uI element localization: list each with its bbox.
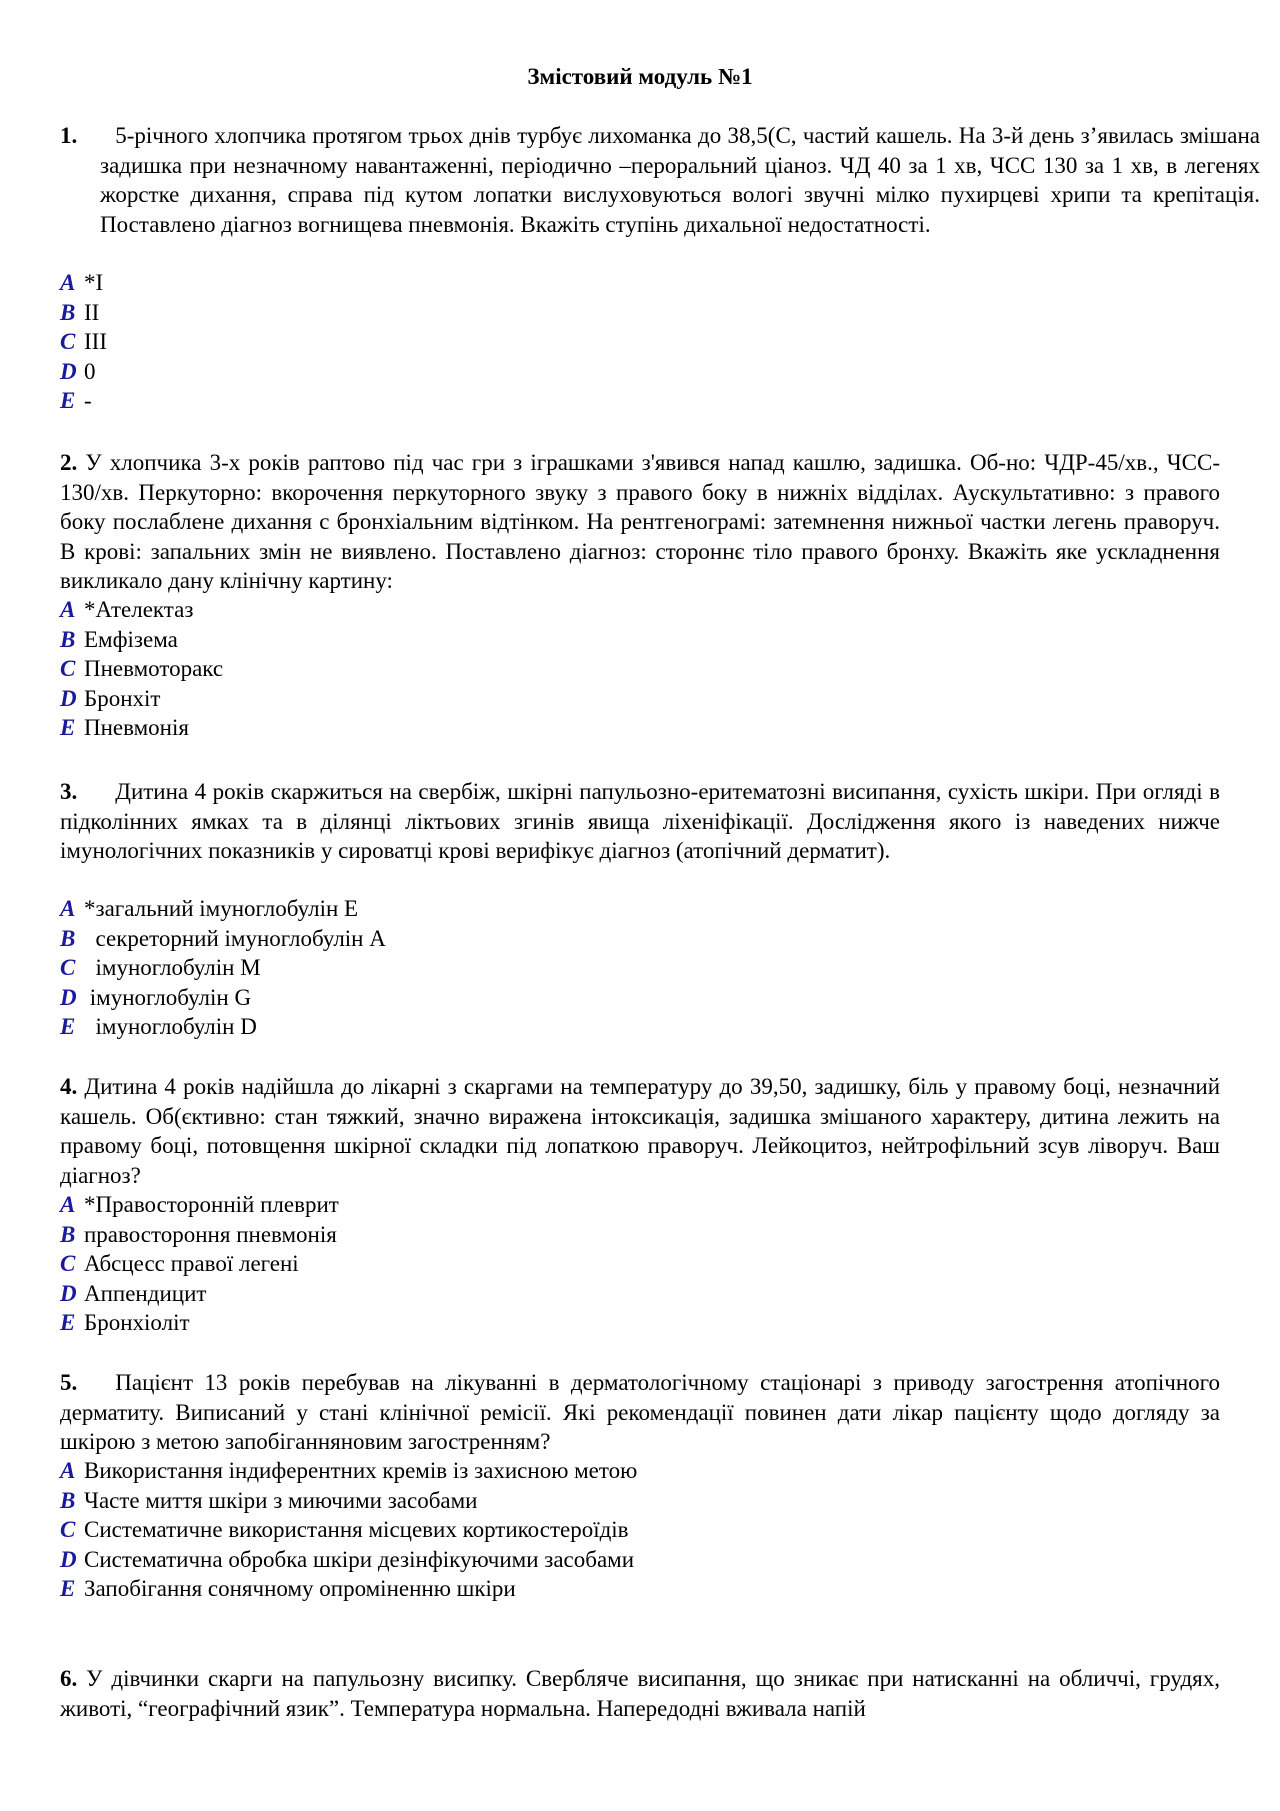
- option-letter: E: [60, 1014, 76, 1039]
- option-letter: E: [60, 388, 76, 413]
- question-4: [60, 1072, 1220, 1190]
- option-letter: A: [60, 1192, 76, 1217]
- option-text: Запобігання сонячному опроміненню шкіри: [84, 1576, 516, 1601]
- options-5: [60, 1456, 1220, 1604]
- question-text: У дівчинки скарги на папульозну висипку. Свербляче висипання, що зникає при натисканні на обличчі, грудях, животі, “географічний язик”. Температура нормальна. Напередодні вживала напій: [60, 1666, 1221, 1721]
- option[interactable]: [60, 1190, 1220, 1220]
- option-text: правостороння пневмонія: [84, 1221, 337, 1247]
- option-text: -: [84, 388, 92, 413]
- option[interactable]: [60, 1012, 1220, 1042]
- option-letter: D: [60, 1546, 77, 1572]
- option-letter: D: [60, 1280, 77, 1306]
- question-number: 1.: [60, 123, 78, 148]
- option-letter: A: [60, 896, 76, 921]
- options-3: [60, 894, 1220, 1042]
- option[interactable]: [60, 894, 1220, 924]
- option[interactable]: [60, 1220, 1220, 1250]
- option-letter: A: [60, 1458, 76, 1483]
- option-text: Емфізема: [84, 626, 178, 652]
- option[interactable]: [60, 625, 1220, 655]
- option-text: Систематичне використання місцевих кортикостероїдів: [84, 1517, 629, 1542]
- option-letter: C: [60, 656, 76, 681]
- option[interactable]: [60, 327, 1220, 357]
- option[interactable]: [60, 684, 1220, 714]
- question-text: Дитина 4 років надійшла до лікарні з скаргами на температуру до 39,50, задишку, біль у правому боці, незначний кашель. Об(єктивно: стан тяжкий, значно виражена інтоксикація, задишка змішаного характеру, дитина лежить на правому боці, потовщення шкірної складки під лопаткою праворуч. Лейкоцитоз, нейтрофільний зсув ліворуч. Ваш діагноз?: [60, 1074, 1221, 1188]
- option-letter: C: [60, 1517, 76, 1542]
- option[interactable]: [60, 298, 1220, 328]
- option-text: *Ателектаз: [84, 597, 194, 622]
- option-text: *загальний імуноглобулін Е: [84, 896, 359, 921]
- option[interactable]: [60, 386, 1220, 416]
- option-letter: A: [60, 597, 76, 622]
- option-letter: C: [60, 329, 76, 354]
- option[interactable]: [60, 924, 1220, 954]
- options-1: [60, 268, 1220, 416]
- page-title: Змістовий модуль №1: [527, 64, 753, 89]
- option[interactable]: [60, 654, 1220, 684]
- option[interactable]: [60, 1249, 1220, 1279]
- option-letter: B: [60, 299, 76, 325]
- question-text: Дитина 4 років скаржиться на свербіж, шкірні папульозно-еритематозні висипання, сухість шкіри. При огляді в підколінних ямках та в ділянці ліктьових згинів явища ліхеніфікації. Дослідження якого із наведених нижче імунологічних показників у сироватці крові верифікує діагноз (атопічний дерматит).: [60, 779, 1220, 863]
- option-text: Бронхіт: [84, 685, 161, 711]
- question-text: 5-річного хлопчика протягом трьох днів турбує лихоманка до 38,5(С, частий кашель. На 3-й день з’явилась змішана задишка при незначному навантаженні, періодично –пероральний ціаноз. ЧД 40 за 1 хв, ЧСС 130 за 1 хв, в легенях жорстке дихання, справа під кутом лопатки вислуховуються вологі звучні мілко пухирцеві хрипи та крепітація. Поставлено діагноз вогнищева пневмонія. Вкажіть ступінь дихальної недостатності.: [100, 123, 1260, 237]
- question-text: Пацієнт 13 років перебував на лікуванні в дерматологічному стаціонарі з приводу загострення атопічного дерматиту. Виписаний у стані клінічної ремісії. Які рекомендації повинен дати лікар пацієнту щодо догляду за шкірою з метою запобіганняновим загостренням?: [60, 1370, 1220, 1454]
- option[interactable]: [60, 1545, 1220, 1575]
- question-number: 6.: [60, 1666, 78, 1691]
- option-text: Часте миття шкіри з миючими засобами: [84, 1487, 478, 1513]
- option[interactable]: [60, 357, 1220, 387]
- option[interactable]: [60, 1486, 1220, 1516]
- option-letter: B: [60, 925, 76, 951]
- option-letter: E: [60, 1576, 76, 1601]
- option-text: Бронхіоліт: [84, 1310, 190, 1335]
- option-letter: B: [60, 626, 76, 652]
- question-number: 3.: [60, 779, 78, 804]
- option-text: 0: [84, 358, 96, 384]
- option-text: Пневмоторакс: [84, 656, 224, 681]
- option-text: ІІІ: [84, 329, 107, 354]
- option[interactable]: [60, 953, 1220, 983]
- option-text: Пневмонія: [84, 715, 189, 740]
- option-text: секреторний імуноглобулін А: [84, 925, 386, 951]
- question-2: [60, 448, 1220, 596]
- option-letter: E: [60, 1310, 76, 1335]
- option-text: *І: [84, 270, 104, 295]
- option-letter: B: [60, 1487, 76, 1513]
- option[interactable]: [60, 1515, 1220, 1545]
- option[interactable]: [60, 1456, 1220, 1486]
- option-letter: D: [60, 984, 77, 1010]
- option-text: *Правосторонній плеврит: [84, 1192, 339, 1217]
- option[interactable]: [60, 1574, 1220, 1604]
- option-text: Систематична обробка шкіри дезінфікуючими засобами: [84, 1546, 635, 1572]
- option-letter: C: [60, 955, 76, 980]
- option[interactable]: [60, 595, 1220, 625]
- question-3: [60, 777, 1220, 866]
- option-text: Аппендицит: [84, 1280, 207, 1306]
- question-number: 2.: [60, 450, 78, 475]
- option-text: ІІ: [84, 299, 100, 325]
- question-number: 4.: [60, 1074, 78, 1099]
- options-4: [60, 1190, 1220, 1338]
- option-letter: D: [60, 358, 77, 384]
- option[interactable]: [60, 1279, 1220, 1309]
- options-2: [60, 595, 1220, 743]
- option-letter: C: [60, 1251, 76, 1276]
- option[interactable]: [60, 713, 1220, 743]
- question-text: У хлопчика 3-х років раптово під час гри з іграшками з'явився напад кашлю, задишка. Об-но: ЧДР-45/хв., ЧСС- 130/хв. Перкуторно: вкорочення перкуторного звуку з правого боку в нижніх відділах. Аускультативно: з правого боку послаблене дихання с бронхіальним відтінком. На рентгенограмі: затемнення нижньої частки легень праворуч. В крові: запальних змін не виявлено. Поставлено діагноз: стороннє тіло правого бронху. Вкажіть яке ускладнення викликало дану клінічну картину:: [60, 450, 1220, 593]
- question-6: [60, 1664, 1220, 1723]
- option-letter: B: [60, 1221, 76, 1247]
- option[interactable]: [60, 268, 1220, 298]
- question-5: [60, 1368, 1220, 1457]
- option[interactable]: [60, 983, 1220, 1013]
- option-letter: A: [60, 270, 76, 295]
- option[interactable]: [60, 1308, 1220, 1338]
- option-text: імуноглобулін G: [84, 984, 252, 1010]
- question-1: [60, 121, 1260, 239]
- option-text: Абсцесс правої легені: [84, 1251, 299, 1276]
- option-letter: E: [60, 715, 76, 740]
- question-number: 5.: [60, 1370, 78, 1395]
- option-text: імуноглобулін М: [84, 955, 261, 980]
- option-text: імуноглобулін D: [84, 1014, 257, 1039]
- option-text: Використання індиферентних кремів із захисною метою: [84, 1458, 638, 1483]
- option-letter: D: [60, 685, 77, 711]
